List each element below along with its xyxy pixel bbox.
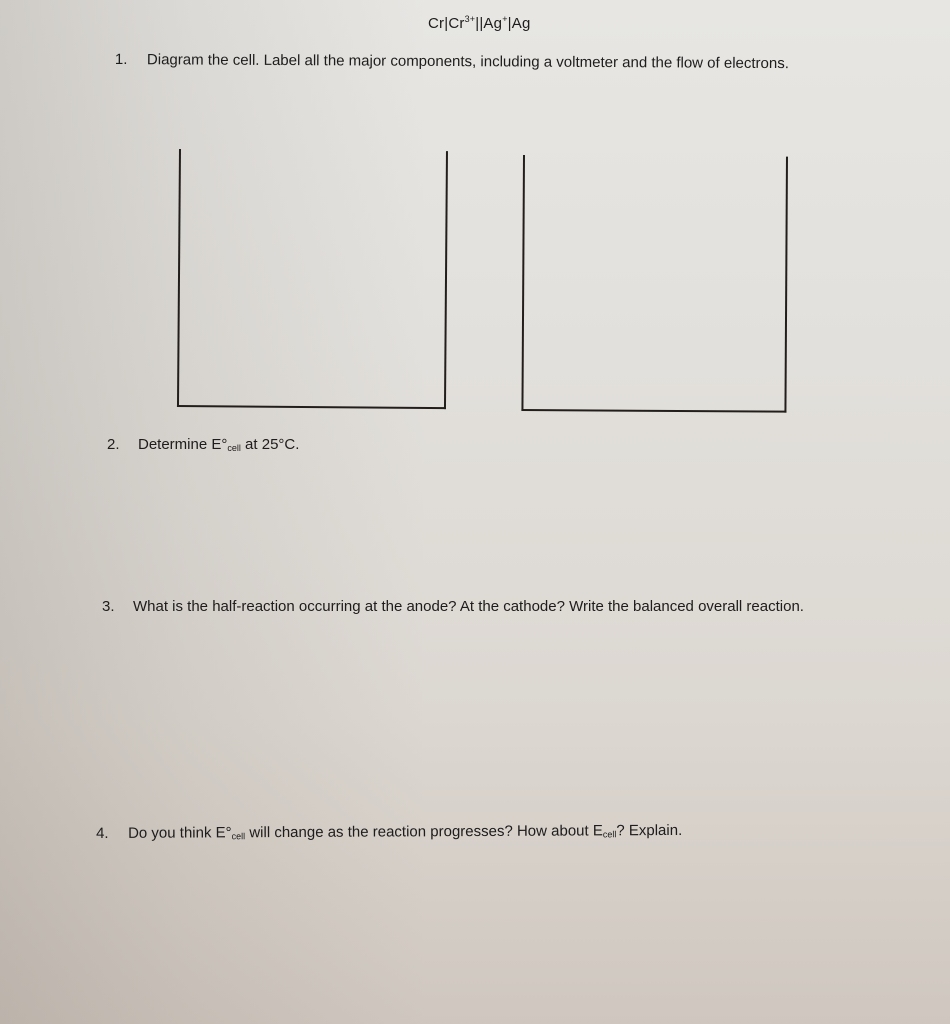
right-beaker-outline — [521, 155, 788, 413]
cell-notation-middle: ||Ag — [475, 15, 503, 32]
cell-notation-heading — [428, 15, 531, 32]
question-number: 2. — [107, 436, 120, 453]
question-text — [138, 433, 538, 457]
cell-notation-suffix: |Ag — [507, 15, 531, 32]
cell-notation-prefix: Cr|Cr — [428, 15, 465, 32]
question-text — [128, 818, 828, 846]
question-text-part: Do you think E° — [128, 824, 232, 842]
cell-subscript: cell — [602, 829, 617, 840]
question-text-part: ? Explain. — [616, 821, 683, 840]
question-number: 1. — [114, 50, 128, 69]
silver-charge: + — [502, 14, 508, 24]
chromium-charge: 3+ — [464, 14, 476, 24]
question-text-part: will change as the reaction progresses? How about E — [245, 822, 603, 842]
cell-subscript: cell — [227, 443, 241, 453]
question-text-part: Determine E° — [138, 436, 228, 453]
question-text: Diagram the cell. Label all the major components, including a voltmeter and the flow of electrons. — [146, 51, 789, 73]
left-beaker-outline — [177, 149, 448, 409]
question-number: 4. — [96, 824, 109, 842]
question-number: 3. — [102, 598, 115, 615]
question-text: What is the half-reaction occurring at the anode? At the cathode? Write the balanced overall reaction. — [133, 598, 804, 615]
question-text-part: at 25°C. — [240, 436, 300, 453]
cell-subscript: cell — [231, 831, 246, 842]
